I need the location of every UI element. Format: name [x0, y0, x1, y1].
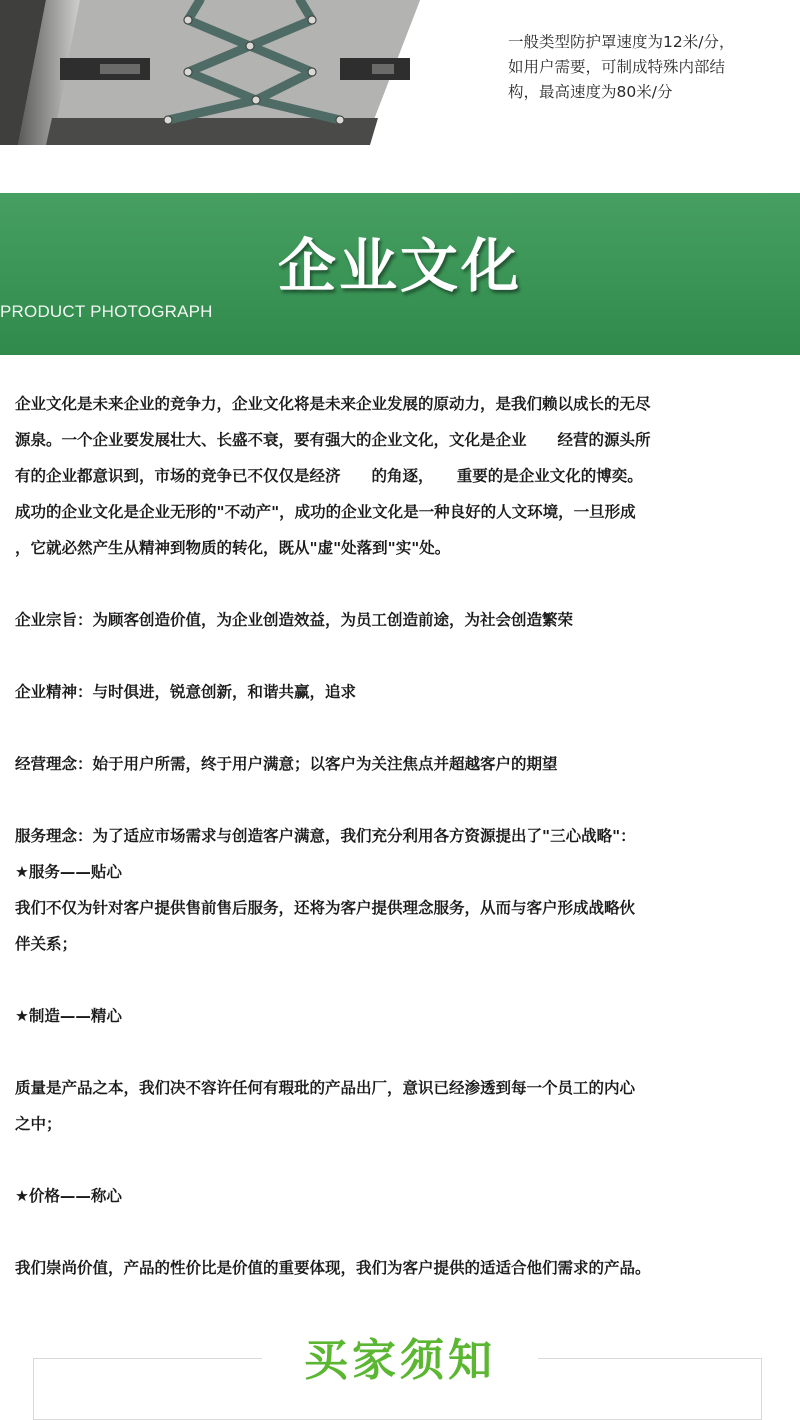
banner-subtitle: PRODUCT PHOTOGRAPH [0, 302, 213, 321]
philosophy-line: 经营理念：始于用户所需，终于用户满意；以客户为关注焦点并超越客户的期望 [15, 755, 558, 773]
product-photo-section [0, 0, 800, 145]
service-philosophy-line: 服务理念：为了适应市场需求与创造客户满意，我们充分利用各方资源提出了"三心战略"： [15, 827, 636, 845]
culture-paragraph-line: 成功的企业文化是企业无形的"不动产"，成功的企业文化是一种良好的人文环境，一旦形成 [15, 503, 636, 521]
mission-line: 企业宗旨：为顾客创造价值，为企业创造效益，为员工创造前途，为社会创造繁荣 [15, 611, 574, 629]
culture-paragraph-line: 有的企业都意识到，市场的竞争已不仅仅是经济 的角逐， 重要的是企业文化的博奕。 [15, 467, 643, 485]
culture-paragraph-line: 企业文化是未来企业的竞争力，企业文化将是未来企业发展的原动力，是我们赖以成长的无尽 [15, 395, 651, 413]
quality-text-line: 之中； [15, 1115, 62, 1133]
spirit-line: 企业精神：与时俱进，锐意创新，和谐共赢，追求 [15, 683, 357, 701]
service-text-line: 我们不仅为针对客户提供售前售后服务，还将为客户提供理念服务，从而与客户形成战略伙 [15, 899, 636, 917]
culture-paragraph-line: ，它就必然产生从精神到物质的转化，既从"虚"处落到"实"处。 [15, 539, 451, 557]
service-heading: ★服务——贴心 [15, 863, 122, 881]
value-text-line: 我们崇尚价值，产品的性价比是价值的重要体现，我们为客户提供的适适合他们需求的产品。 [15, 1259, 651, 1277]
section-banner [0, 193, 800, 355]
quality-text-line: 质量是产品之本，我们决不容许任何有瑕玭的产品出厂，意识已经渗透到每一个员工的内心 [15, 1079, 636, 1097]
service-text-line: 伴关系； [15, 935, 78, 953]
buyer-notice-title: 买家须知 [262, 1332, 538, 1390]
culture-paragraph-line: 源泉。一个企业要发展壮大、长盛不衰，要有强大的企业文化，文化是企业 经营的源头所 [15, 431, 651, 449]
banner-title: 企业文化 [277, 232, 522, 300]
photo-caption: 一般类型防护罩速度为12米/分， 如用户需要，可制成特殊内部结 构，最高速度为80米/分 [508, 33, 735, 101]
manufacturing-heading: ★制造——精心 [15, 1007, 122, 1025]
price-heading: ★价格——称心 [15, 1187, 122, 1205]
